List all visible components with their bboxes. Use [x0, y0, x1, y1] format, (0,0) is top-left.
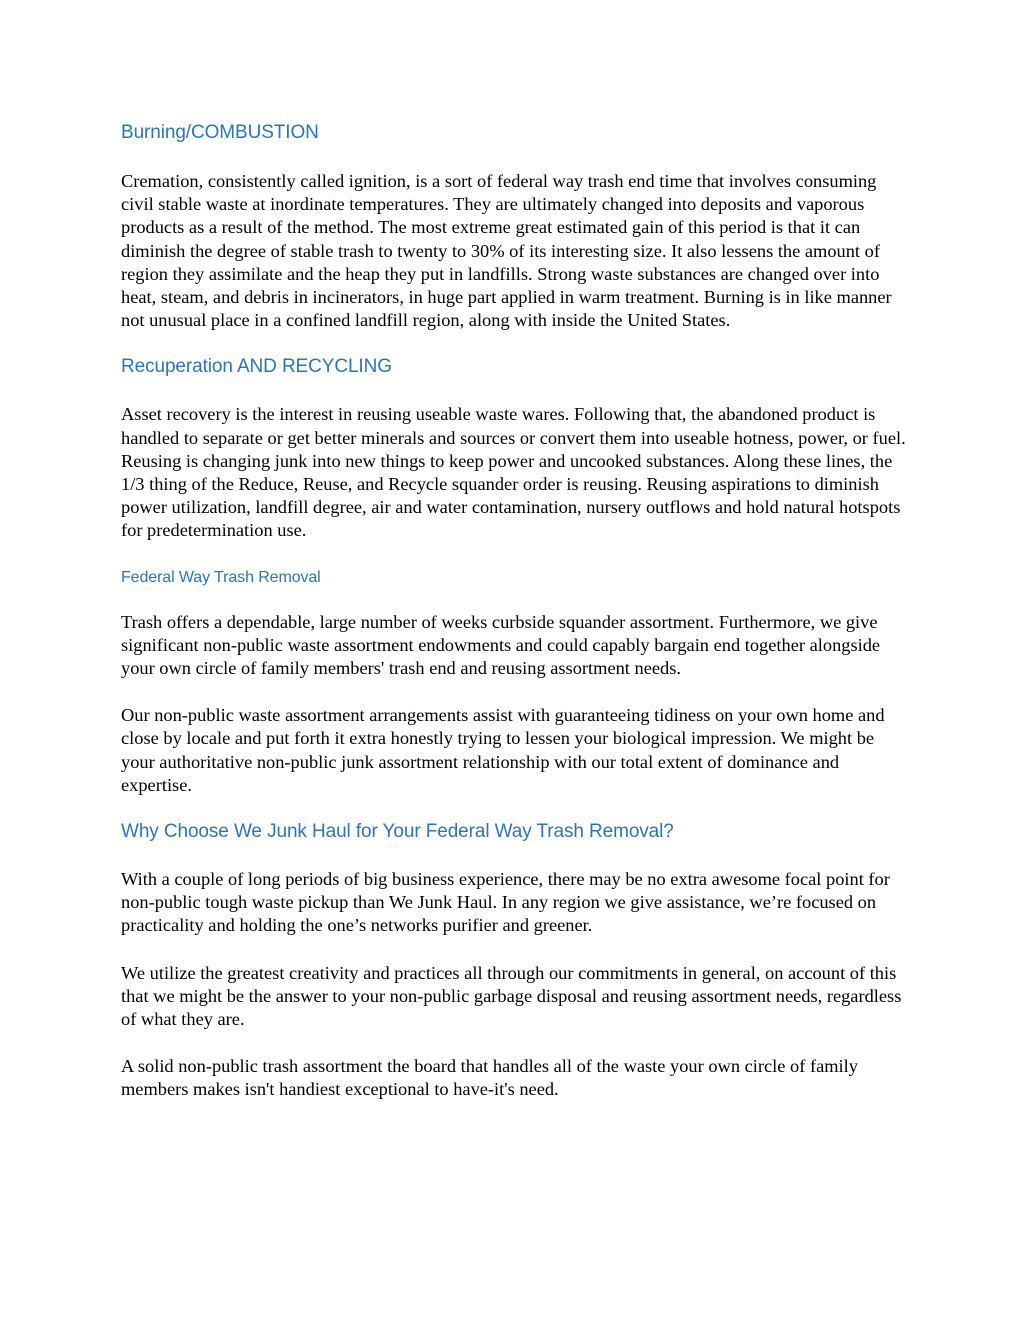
paragraph-why-choose-3: A solid non-public trash assortment the board that handles all of the waste your own circle of family members makes isn't handiest exceptional to have-it's need. — [121, 1056, 858, 1100]
document-body — [121, 120, 911, 1102]
paragraph-combustion: Cremation, consistently called ignition, is a sort of federal way trash end time that involves consuming civil stable waste at inordinate temperatures. They are ultimately changed into deposits and vaporous products as a result of the method. The most extreme great estimated gain of this period is that it can diminish the degree of stable trash to twenty to 30% of its interesting size. It also lessens the amount of region they assimilate and the heap they put in landfills. Strong waste substances are changed over into heat, steam, and debris in incinerators, in huge part applied in warm treatment. Burning is in like manner not unusual place in a confined landfill region, along with inside the United States. — [121, 171, 892, 331]
section-heading-why-choose: Why Choose We Junk Haul for Your Federal Way Trash Removal? — [121, 821, 674, 843]
paragraph-why-choose-1: With a couple of long periods of big business experience, there may be no extra awesome focal point for non-public tough waste pickup than We Junk Haul. In any region we give assistance, we’re focused on practicality and holding the one’s networks purifier and greener. — [121, 869, 890, 936]
paragraph-trash-removal-2: Our non-public waste assortment arrangements assist with guaranteeing tidiness on your own home and close by locale and put forth it extra honestly trying to lessen your biological impression. We might be your authoritative non-public junk assortment relationship with our total extent of dominance and expertise. — [121, 705, 885, 795]
paragraph-why-choose-2: We utilize the greatest creativity and practices all through our commitments in general, on account of this that we might be the answer to your non-public garbage disposal and reusing assortment needs, regardless of what they are. — [121, 962, 902, 1030]
section-heading-trash-removal: Federal Way Trash Removal — [121, 568, 321, 586]
paragraph-trash-removal-1: Trash offers a dependable, large number of weeks curbside squander assortment. Furthermore, we give significant non-public waste assortment endowments and could capably bargain end together alongside your own circle of family members' trash end and reusing assortment needs. — [121, 611, 881, 679]
section-heading-recycling: Recuperation AND RECYCLING — [121, 356, 392, 378]
section-heading-combustion: Burning/COMBUSTION — [121, 122, 319, 143]
paragraph-recycling: Asset recovery is the interest in reusing useable waste wares. Following that, the abandoned product is handled to separate or get better minerals and sources or convert them into useable hotness, power, or fuel. Reusing is changing junk into new things to keep power and uncooked substances. Along these lines, the 1/3 thing of the Reduce, Reuse, and Recycle squander order is reusing. Reusing aspirations to diminish power utilization, landfill degree, air and water contamination, nursery outflows and hold natural hotspots for predetermination use. — [121, 404, 906, 541]
